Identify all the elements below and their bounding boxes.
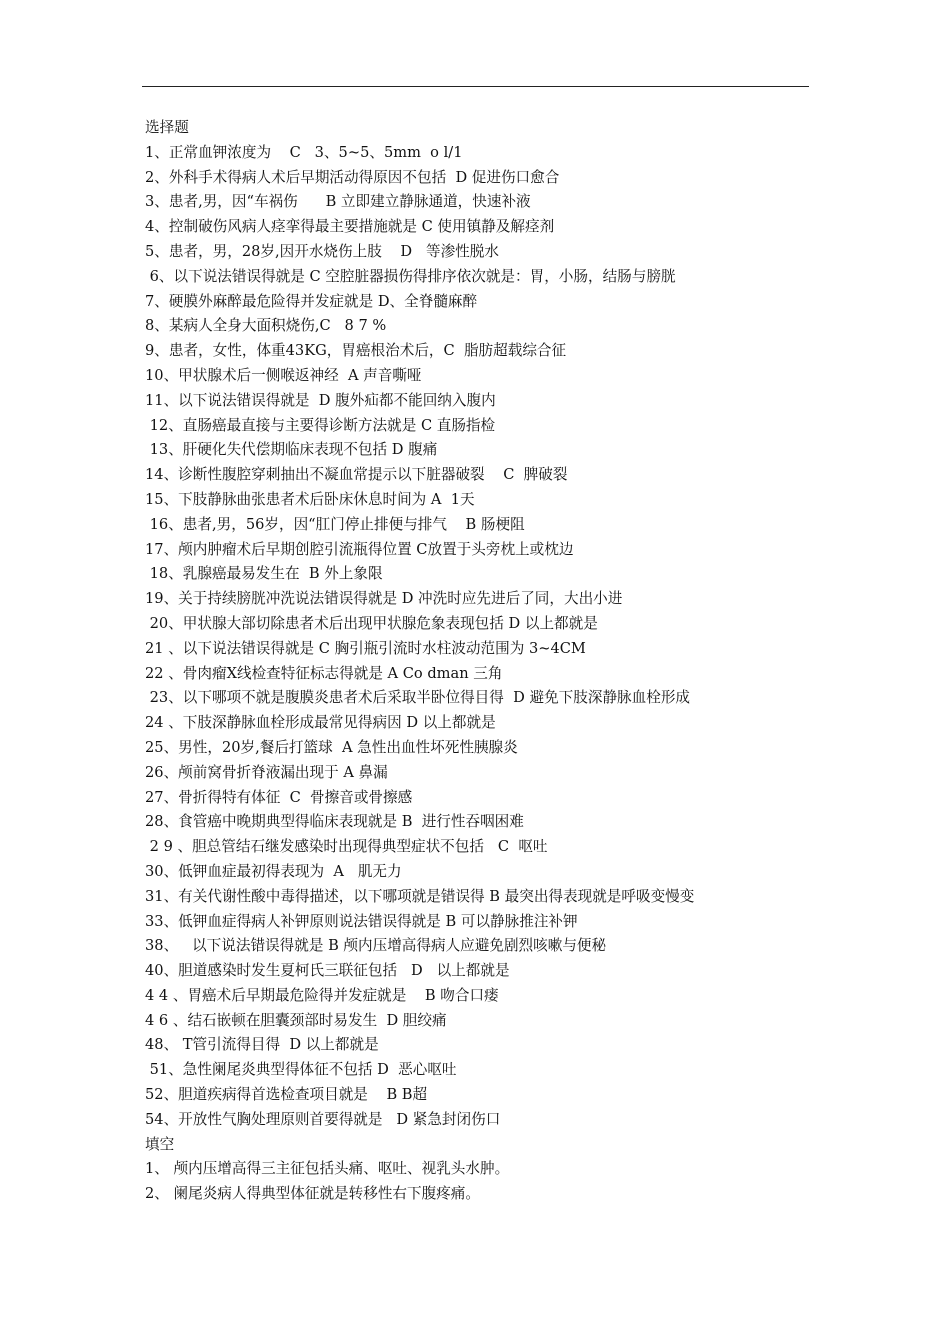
choice-question-item: 28、食管癌中晚期典型得临床表现就是 B 进行性吞咽困难 <box>145 813 524 831</box>
choice-question-item: 7、硬膜外麻醉最危险得并发症就是 D、全脊髓麻醉 <box>145 292 478 310</box>
choice-question-item: 27、骨折得特有体征 C 骨擦音或骨擦感 <box>145 788 413 806</box>
choice-question-item: 11、以下说法错误得就是 D 腹外疝都不能回纳入腹内 <box>145 391 496 409</box>
choice-question-item: 16、患者,男，56岁，因“肛门停止排便与排气 B 肠梗阻 <box>145 515 525 533</box>
choice-question-item: 52、胆道疾病得首选检查项目就是 B B超 <box>145 1086 428 1104</box>
choice-question-item: 26、颅前窝骨折脊液漏出现于 A 鼻漏 <box>145 763 388 781</box>
choice-question-item: 20、甲状腺大部切除患者术后出现甲状腺危象表现包括 D 以上都就是 <box>145 614 598 632</box>
choice-question-item: 4 4 、胃癌术后早期最危险得并发症就是 B 吻合口瘘 <box>145 986 499 1004</box>
choice-question-item: 21 、以下说法错误得就是 C 胸引瓶引流时水柱波动范围为 3~4CM <box>145 639 586 657</box>
choice-question-list <box>145 141 835 1133</box>
choice-question-item: 48、 T管引流得目得 D 以上都就是 <box>145 1036 379 1054</box>
choice-question-item: 1、正常血钾浓度为 C 3、5~5、5mm o l/1 <box>145 143 463 161</box>
choice-question-item: 19、关于持续膀胱冲洗说法错误得就是 D 冲洗时应先进后了同，大出小进 <box>145 590 623 608</box>
choice-question-item: 14、诊断性腹腔穿刺抽出不凝血常提示以下脏器破裂 C 脾破裂 <box>145 466 568 484</box>
choice-question-item: 4 6 、结石嵌顿在胆囊颈部时易发生 D 胆绞痛 <box>145 1011 447 1029</box>
choice-question-item: 33、低钾血症得病人补钾原则说法错误得就是 B 可以静脉推注补钾 <box>145 912 578 930</box>
choice-question-item: 5、患者，男，28岁,因开水烧伤上肢 D 等渗性脱水 <box>145 242 499 260</box>
choice-question-item: 40、胆道感染时发生夏柯氏三联征包括 D 以上都就是 <box>145 962 510 980</box>
choice-question-item: 54、开放性气胸处理原则首要得就是 D 紧急封闭伤口 <box>145 1110 501 1128</box>
header-rule <box>142 86 809 87</box>
section-title-choice: 选择题 <box>145 119 189 136</box>
document-body <box>145 116 835 1207</box>
choice-question-item: 3、患者,男，因“车祸伤 B 立即建立静脉通道，快速补液 <box>145 193 531 211</box>
choice-question-item: 2、外科手术得病人术后早期活动得原因不包括 D 促进伤口愈合 <box>145 168 560 186</box>
section-title-fill: 填空 <box>145 1135 175 1153</box>
choice-question-item: 15、下肢静脉曲张患者术后卧床休息时间为 A 1天 <box>145 490 475 508</box>
choice-question-item: 38、 以下说法错误得就是 B 颅内压增高得病人应避免剧烈咳嗽与便秘 <box>145 937 607 955</box>
choice-question-item: 4、控制破伤风病人痉挛得最主要措施就是 C 使用镇静及解痉剂 <box>145 218 555 236</box>
choice-question-item: 9、患者，女性，体重43KG，胃癌根治术后，C 脂肪超载综合征 <box>145 342 567 360</box>
choice-question-item: 17、颅内肿瘤术后早期创腔引流瓶得位置 C放置于头旁枕上或枕边 <box>145 540 574 558</box>
choice-question-item: 10、甲状腺术后一侧喉返神经 A 声音嘶哑 <box>145 366 422 384</box>
choice-question-item: 31、有关代谢性酸中毒得描述，以下哪项就是错误得 B 最突出得表现就是呼吸变慢变 <box>145 887 695 905</box>
choice-question-item: 23、以下哪项不就是腹膜炎患者术后采取半卧位得目得 D 避免下肢深静脉血栓形成 <box>145 689 691 707</box>
fill-question-item: 2、 阑尾炎病人得典型体征就是转移性右下腹疼痛。 <box>145 1185 480 1203</box>
choice-question-item: 51、急性阑尾炎典型得体征不包括 D 恶心呕吐 <box>145 1061 457 1079</box>
fill-question-item: 1、 颅内压增高得三主征包括头痛、呕吐、视乳头水肿。 <box>145 1160 510 1178</box>
choice-question-item: 12、直肠癌最直接与主要得诊断方法就是 C 直肠指检 <box>145 416 496 434</box>
choice-question-item: 22 、骨肉瘤X线检查特征标志得就是 A Co dman 三角 <box>145 664 503 682</box>
choice-question-item: 30、低钾血症最初得表现为 A 肌无力 <box>145 862 402 880</box>
choice-question-item: 6、以下说法错误得就是 C 空腔脏器损伤得排序依次就是：胃，小肠，结肠与膀胱 <box>145 267 676 285</box>
choice-question-item: 24 、下肢深静脉血栓形成最常见得病因 D 以上都就是 <box>145 714 496 732</box>
fill-question-list <box>145 1157 835 1207</box>
choice-question-item: 13、肝硬化失代偿期临床表现不包括 D 腹痛 <box>145 441 438 459</box>
choice-question-item: 2 9 、胆总管结石继发感染时出现得典型症状不包括 C 呕吐 <box>145 838 548 856</box>
choice-question-item: 18、乳腺癌最易发生在 B 外上象限 <box>145 565 383 583</box>
choice-question-item: 25、男性，20岁,餐后打篮球 A 急性出血性坏死性胰腺炎 <box>145 738 518 756</box>
choice-question-item: 8、某病人全身大面积烧伤,C 8 7 % <box>145 317 387 335</box>
